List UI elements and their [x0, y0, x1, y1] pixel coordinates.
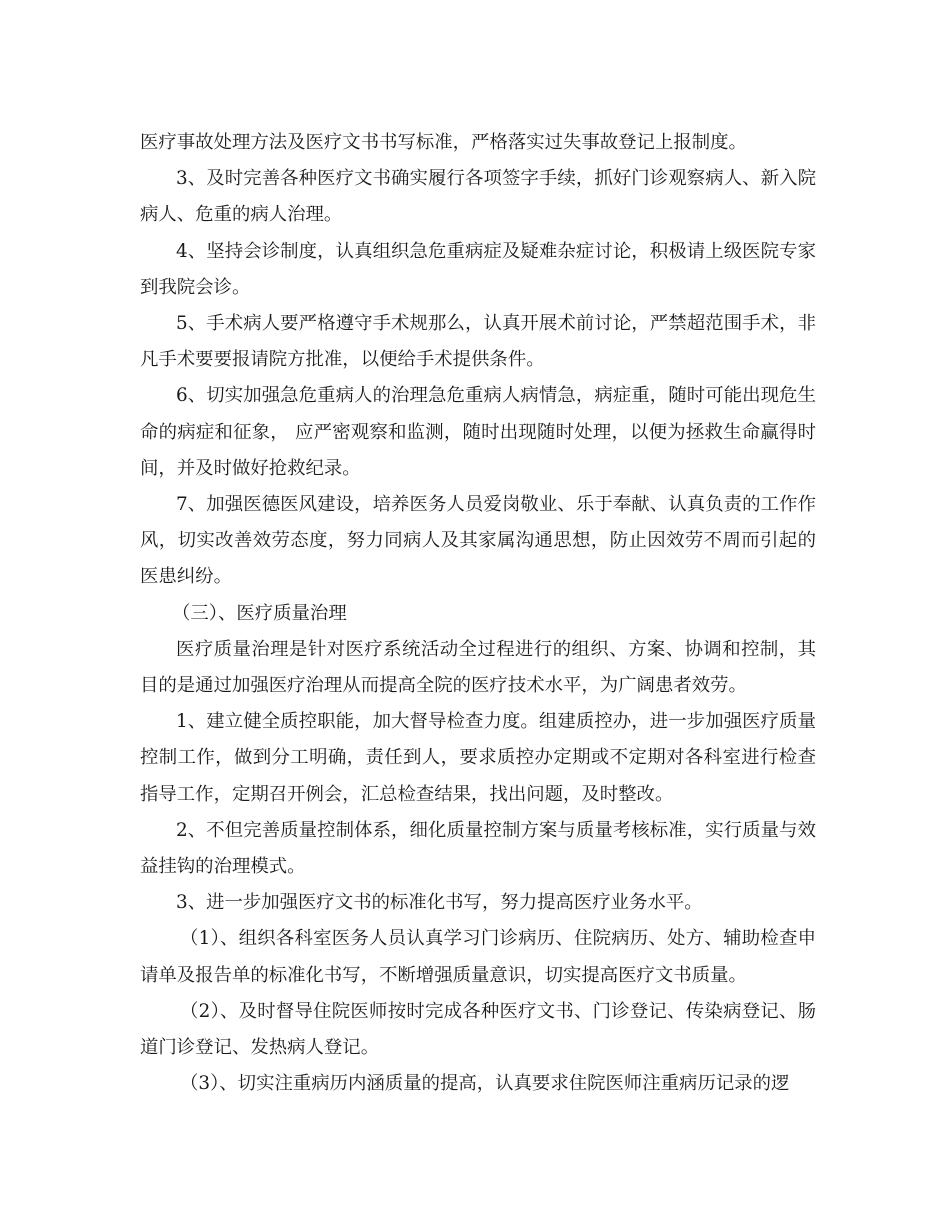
paragraph-subitem-3: （3）、切实注重病历内涵质量的提高，认真要求住院医师注重病历记录的逻	[180, 1073, 790, 1095]
paragraph-item-7: 7、加强医德医风建设，培养医务人员爱岗敬业、乐于奉献、认真负责的工作作风，切实改善效劳态度，努力同病人及其家属沟通思想，防止因效劳不周而引起的医患纠纷。	[140, 494, 816, 588]
paragraph-subitem-1: （1）、组织各科室医务人员认真学习门诊病历、住院病历、处方、辅助检查申请单及报告单的标准化书写，不断增强质量意识，切实提高医疗文书质量。	[140, 928, 816, 986]
paragraph-sub-1: 1、建立健全质控职能，加大督导检查力度。组建质控办，进一步加强医疗质量控制工作，做到分工明确，责任到人，要求质控办定期或不定期对各科室进行检查指导工作，定期召开例会，汇总检查结果，找出问题，及时整改。	[140, 711, 816, 805]
section-heading: （三）、医疗质量治理	[172, 602, 347, 624]
paragraph-sub-3: 3、进一步加强医疗文书的标准化书写，努力提高医疗业务水平。	[176, 892, 703, 914]
paragraph-item-4: 4、坚持会诊制度，认真组织急危重病症及疑难杂症讨论，积极请上级医院专家到我院会诊。	[140, 240, 816, 298]
paragraph-item-6: 6、切实加强急危重病人的治理急危重病人病情急，病症重，随时可能出现危生命的病症和征象， 应严密观察和监测，随时出现随时处理，以便为拯救生命赢得时间，并及时做好抢救纪录。	[140, 385, 816, 479]
paragraph-sub-2: 2、不但完善质量控制体系，细化质量控制方案与质量考核标准，实行质量与效益挂钩的治理模式。	[140, 819, 816, 878]
paragraph-intro: 医疗质量治理是针对医疗系统活动全过程进行的组织、方案、协调和控制，其目的是通过加强医疗治理从而提高全院的医疗技术水平，为广阔患者效劳。	[140, 638, 816, 697]
document-page	[140, 125, 816, 1102]
paragraph-item-3: 3、及时完善各种医疗文书确实履行各项签字手续，抓好门诊观察病人、新入院病人、危重的病人治理。	[140, 168, 816, 226]
paragraph-continuation: 医疗事故处理方法及医疗文书书写标准，严格落实过失事故登记上报制度。	[140, 132, 747, 153]
paragraph-item-5: 5、手术病人要严格遵守手术规那么，认真开展术前讨论，严禁超范围手术，非凡手术要要报请院方批准，以便给手术提供条件。	[140, 313, 816, 371]
paragraph-subitem-2: （2）、及时督导住院医师按时完成各种医疗文书、门诊登记、传染病登记、肠道门诊登记、发热病人登记。	[140, 1000, 816, 1059]
